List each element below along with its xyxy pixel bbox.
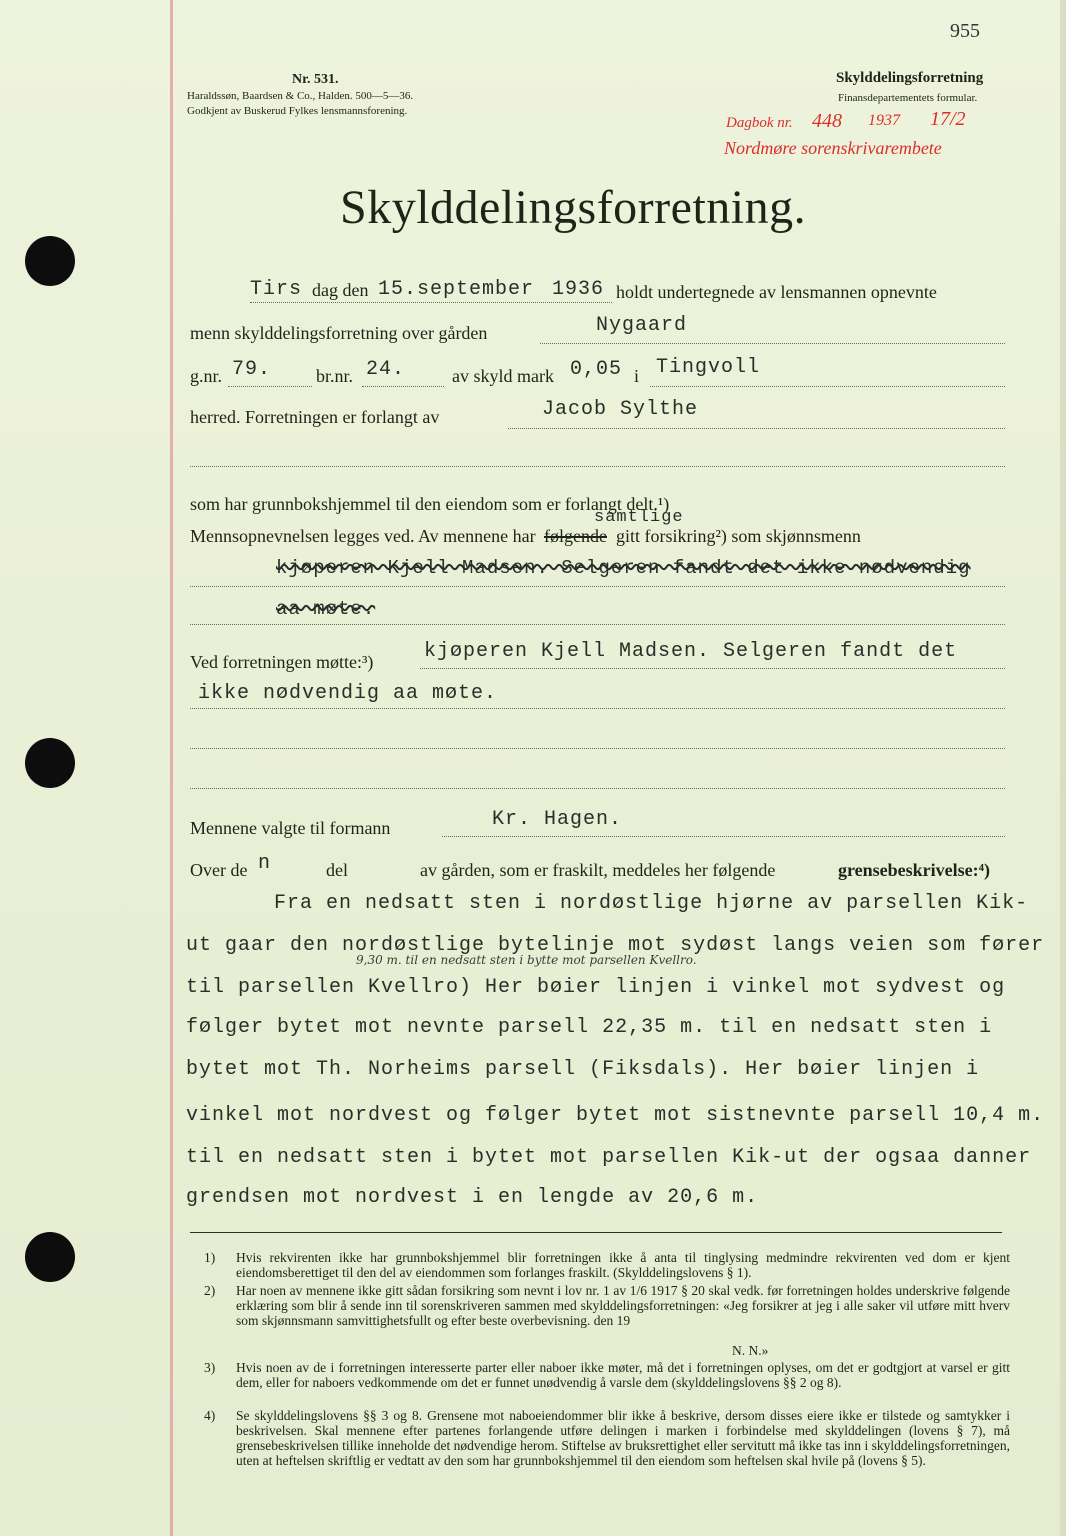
del-label: del xyxy=(326,860,348,880)
skyld-value: 0,05 xyxy=(570,358,623,381)
i-label: i xyxy=(634,366,640,386)
brnr-value: 24. xyxy=(366,358,406,381)
description-line: bytet mot Th. Norheims parsell (Fiksdals). Her bøier linjen i xyxy=(186,1058,980,1081)
footnote-text: Hvis rekvirenten ikke har grunnbokshjemmel blir forretningen ikke å anta til tinglysing medmindre rekvirenten ved dom er kjent eiendomsberettiget til den del av eiendommen som forlanges fraskilt. (Skylddelingslovens § 1). xyxy=(236,1250,1010,1280)
description-line: vinkel mot nordvest og følger bytet mot sistnevnte parsell 10,4 m. xyxy=(186,1104,1045,1127)
punch-hole-middle xyxy=(25,738,75,788)
gnr-label: g.nr. xyxy=(190,366,223,386)
punch-hole-bottom xyxy=(25,1232,75,1282)
mennsop-start: Mennsopnevnelsen legges ved. Av mennene har xyxy=(190,526,536,546)
year-typed: 1936 xyxy=(552,278,605,301)
dotted-line xyxy=(190,748,1005,749)
printer-line: Haraldssøn, Baardsen & Co., Halden. 500—5—36. xyxy=(187,90,414,102)
description-line: til en nedsatt sten i bytet mot parsellen Kik-ut der ogsaa danner xyxy=(186,1146,1032,1169)
description-line: ut gaar den nordøstlige bytelinje mot sydøst langs veien som fører xyxy=(186,934,1045,957)
description-line: til parsellen Kvellro) Her bøier linjen i vinkel mot sydvest og xyxy=(186,976,1006,999)
hjemmel-line: som har grunnbokshjemmel til den eiendom som er forlangt delt.¹) xyxy=(190,494,670,514)
inserted-word: samtlige xyxy=(594,508,684,527)
stamp-dagbok-value: 448 xyxy=(812,110,842,132)
dotted-line xyxy=(190,466,1005,467)
footnote-text: Har noen av mennene ikke gitt sådan forsikring som nevnt i lov nr. 1 av 1/6 1917 § 20 skal vedk. før forretningen holdes underskrive følgende erklæring som blir å sende inn til sorenskriveren sammen med skylddelingsforretningen: «Jeg forsikrer at jeg i alle saker vil utføre mitt hverv som skjønnsmann samvittighetsfullt og efter beste overbevisning. den 19 xyxy=(236,1283,1010,1328)
grense-bold: grensebeskrivelse:⁴) xyxy=(838,860,991,880)
grense-text: av gården, som er fraskilt, meddeles her følgende xyxy=(420,860,776,880)
footnote-divider xyxy=(190,1232,1002,1233)
approval-line: Godkjent av Buskerud Fylkes lensmannsforening. xyxy=(187,105,408,117)
footnote-number: 2) xyxy=(204,1283,216,1298)
weekday-typed: Tirs xyxy=(250,278,303,301)
stamp-year: 1937 xyxy=(868,112,900,129)
mennsop-end: gitt forsikring²) som skjønnsmenn xyxy=(616,526,861,546)
formann-label: Mennene valgte til formann xyxy=(190,818,391,838)
skyld-label: av skyld mark xyxy=(452,366,554,386)
stamp-dagbok-label: Dagbok nr. xyxy=(726,115,793,131)
footnote-number: 3) xyxy=(204,1360,216,1375)
struck-line-2: aa møte. xyxy=(276,598,376,620)
dotted-line xyxy=(420,668,1005,669)
description-line: følger bytet mot nevnte parsell 22,35 m. til en nedsatt sten i xyxy=(186,1016,993,1039)
over-label: Over de xyxy=(190,860,248,880)
footnote-text: Se skylddelingslovens §§ 3 og 8. Grensene mot naboeiendommer blir ikke å beskrive, dersom disses eiere ikke er tilstede og samtykker i beskrivelsen. Skal mennene efter partenes forlangende utføre delingen i marken i forbindelse med skylddelingen (lovens § 7), må grensebeskrivelsen tillike inneholde det nødvendige herom. Stiftelse av bruksrettighet eller servitutt må ikke tas inn i skylddelingsforretningen, uten at heftelsen skriftlig er vedtatt av den som har grunnbokshjemmel til den eiendom som heftelsen skal hvile på (lovens § 5). xyxy=(236,1408,1010,1468)
brnr-label: br.nr. xyxy=(316,366,354,386)
herred-label: herred. Forretningen er forlangt av xyxy=(190,407,440,427)
dotted-line xyxy=(250,302,612,303)
red-margin-line xyxy=(170,0,173,1536)
dotted-line xyxy=(190,624,1005,625)
footnote-number: 4) xyxy=(204,1408,216,1423)
dotted-line xyxy=(650,386,1005,387)
dotted-line xyxy=(442,836,1005,837)
description-line: grendsen mot nordvest i en lengde av 20,6 m. xyxy=(186,1186,759,1209)
line1-tail: holdt undertegnede av lensmannen opnevnte xyxy=(616,282,937,302)
mott-line-1: kjøperen Kjell Madsen. Selgeren fandt det xyxy=(424,640,958,663)
page-number: 955 xyxy=(950,20,980,42)
mott-label: Ved forretningen møtte:³) xyxy=(190,652,374,672)
handwritten-insert: 9,30 m. til en nedsatt sten i bytte mot parsellen Kvellro. xyxy=(356,953,697,967)
struck-word: følgende xyxy=(544,526,607,546)
dotted-line xyxy=(190,708,1005,709)
requested-by: Jacob Sylthe xyxy=(542,398,699,421)
dotted-line xyxy=(508,428,1005,429)
dotted-line xyxy=(190,788,1005,789)
stamp-date: 17/2 xyxy=(930,108,966,130)
page-edge xyxy=(1060,0,1066,1536)
mott-line-2: ikke nødvendig aa møte. xyxy=(198,682,498,705)
dotted-line xyxy=(540,343,1005,344)
footnote-number: 1) xyxy=(204,1250,216,1265)
description-line: Fra en nedsatt sten i nordøstlige hjørne av parsellen Kik- xyxy=(274,892,1029,915)
document-title: Skylddelingsforretning. xyxy=(340,181,807,234)
farm-name: Nygaard xyxy=(596,314,688,337)
formann-value: Kr. Hagen. xyxy=(492,808,623,831)
form-subtitle-right: Finansdepartementets formular. xyxy=(838,92,978,104)
form-title-right: Skylddelingsforretning xyxy=(836,70,984,86)
footnote-text: N. N.» xyxy=(732,1343,769,1358)
herred-value: Tingvoll xyxy=(656,356,761,379)
over-value: n xyxy=(258,852,272,875)
dotted-line xyxy=(190,586,1005,587)
form-number: Nr. 531. xyxy=(292,72,339,87)
line2-label: menn skylddelingsforretning over gården xyxy=(190,323,488,343)
dotted-line xyxy=(228,386,312,387)
stamp-office: Nordmøre sorenskrivarembete xyxy=(724,138,942,158)
weekday-printed: dag den xyxy=(312,280,369,300)
footnote-text: Hvis noen av de i forretningen interesserte parter eller naboer ikke møter, må det i forretningen oplyses, om det er godtgjort at varsel er gitt dem, eller for naboers vedkommende om det er funnet unødvendig å varsle dem (skylddelingslovens §§ 2 og 8). xyxy=(236,1360,1010,1390)
dotted-line xyxy=(362,386,444,387)
punch-hole-top xyxy=(25,236,75,286)
struck-line-1: kjøperen Kjell Madsen. Selgeren fandt det ikke nødvendig xyxy=(276,557,971,579)
gnr-value: 79. xyxy=(232,358,272,381)
date-typed: 15.september xyxy=(378,278,535,301)
